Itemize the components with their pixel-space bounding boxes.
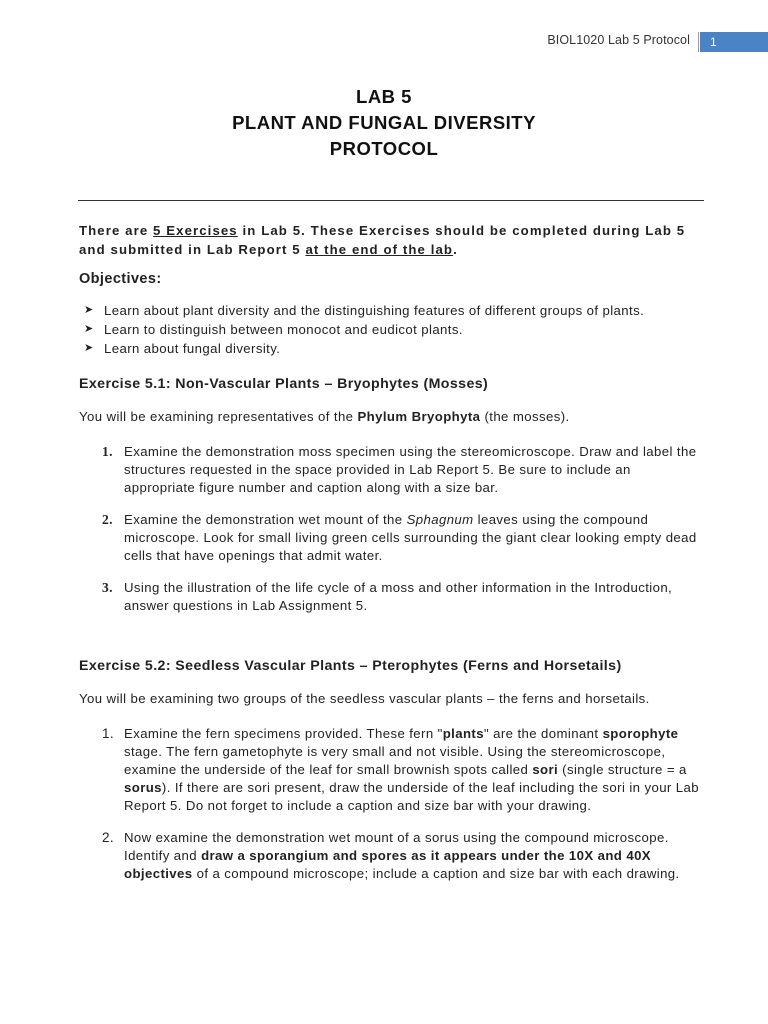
exercise-1-steps [79,443,705,615]
objective-item [79,320,705,339]
intro-deadline: at the end of the lab [305,242,454,257]
intro-paragraph [79,221,705,259]
step-text: Examine the demonstration wet mount of the [124,512,407,527]
objectives-heading: Objectives: [79,271,162,287]
page-number: 1 [700,32,768,52]
intro-text-2: in Lab 5. These Exercises should be completed during Lab 5 and submitted in Lab Report 5 [79,223,686,257]
step-item [79,579,705,615]
title-line-3: PROTOCOL [329,138,439,159]
arrow-bullet-icon: ➤ [84,323,94,335]
objective-text: Learn about fungal diversity. [104,341,281,356]
document-title [0,84,768,162]
lead-text: (the mosses). [480,409,570,424]
exercise-2-heading: Exercise 5.2: Seedless Vascular Plants – Pterophytes (Ferns and Horsetails) [79,658,622,674]
bold-term: draw a sporangium and spores as it appears under the 10X and 40X objectives [124,848,651,881]
step-text: (single structure = a [558,762,687,777]
step-item [79,443,705,497]
exercise-1-heading: Exercise 5.1: Non-Vascular Plants – Bryophytes (Mosses) [79,376,489,392]
page-header [0,32,768,52]
genus-name: Sphagnum [406,512,474,527]
objectives-list [79,301,705,358]
objective-text: Learn about plant diversity and the distinguishing features of different groups of plants. [104,303,645,318]
intro-exercises-count: 5 Exercises [153,223,238,238]
intro-text-1: There are [79,223,154,238]
step-item [79,511,705,565]
step-number: 2. [102,830,115,845]
step-text: " are the dominant [483,726,603,741]
exercise-1-lead [79,408,705,426]
step-text: Examine the demonstration moss specimen using the stereomicroscope. Draw and label the structures requested in the space provided in Lab Report 5. Be sure to include an appropriate figure number and caption along with a size bar. [124,444,697,495]
arrow-bullet-icon: ➤ [84,342,94,354]
title-line-2: PLANT AND FUNGAL DIVERSITY [232,112,536,133]
step-item [79,829,705,883]
exercise-2-lead: You will be examining two groups of the seedless vascular plants – the ferns and horsetails. [79,691,650,706]
step-text: Using the illustration of the life cycle of a moss and other information in the Introduction, answer questions in Lab Assignment 5. [124,580,673,613]
step-number: 1. [102,726,115,741]
step-number: 2. [102,512,113,527]
step-number: 1. [102,444,113,459]
intro-text-3: . [453,242,458,257]
step-text: Now examine the demonstration wet mount of a sorus using the compound microscope. Identify and [124,830,669,863]
bold-term: sorus [124,780,162,795]
phylum-name: Phylum Bryophyta [357,409,481,424]
step-item [79,725,705,815]
step-text: ). If there are sori present, draw the underside of the leaf including the sori in your Lab Report 5. Do not forget to include a caption and size bar with your drawing. [124,780,699,813]
step-text: Examine the fern specimens provided. These fern " [124,726,443,741]
bold-term: plants [442,726,484,741]
step-number: 3. [102,580,113,595]
title-line-1: LAB 5 [356,86,412,107]
document-body [79,221,705,897]
objective-item [79,301,705,320]
objective-item [79,339,705,358]
lead-text: You will be examining representatives of the [79,409,358,424]
header-divider [698,32,699,52]
bold-term: sori [532,762,559,777]
bold-term: sporophyte [602,726,679,741]
step-text: stage. The fern gametophyte is very small and not visible. Using the stereomicroscope, examine the underside of the leaf for small brownish spots called [124,744,666,777]
exercise-2-steps [79,725,705,883]
step-text: of a compound microscope; include a caption and size bar with each drawing. [192,866,680,881]
header-title: BIOL1020 Lab 5 Protocol [547,33,690,47]
arrow-bullet-icon: ➤ [84,304,94,316]
title-divider [78,200,704,201]
objective-text: Learn to distinguish between monocot and eudicot plants. [104,322,463,337]
step-text: leaves using the compound microscope. Look for small living green cells surrounding the giant clear looking empty dead cells that have openings that admit water. [124,512,697,563]
